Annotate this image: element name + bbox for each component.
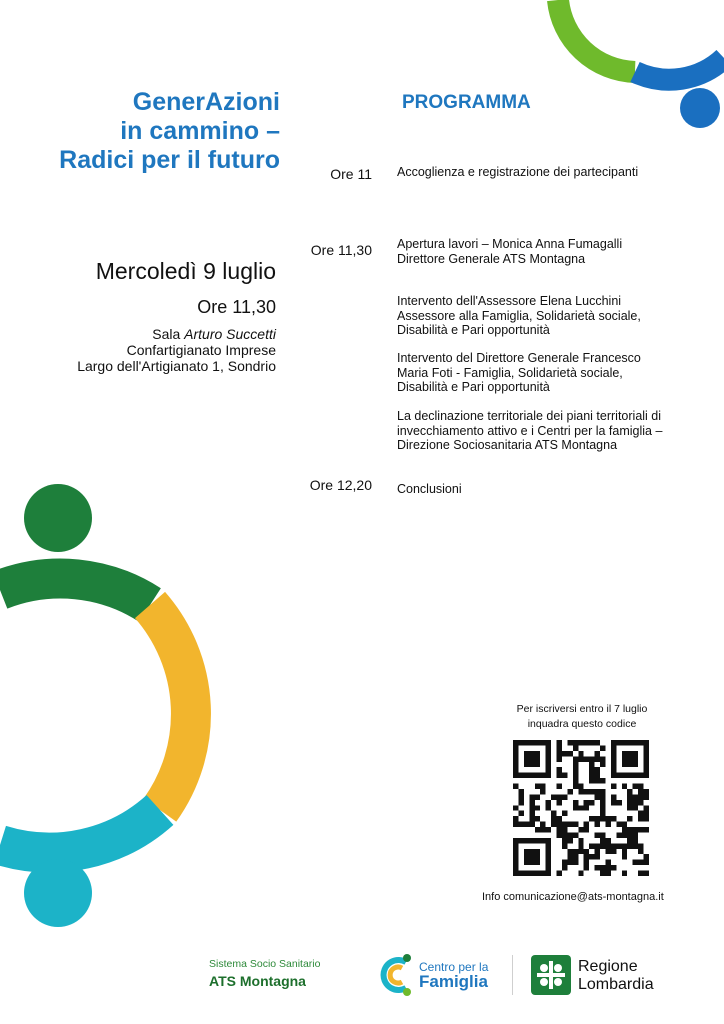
centro-famiglia-logo-icon (378, 952, 416, 998)
event-title (20, 88, 280, 175)
title-line-1: GenerAzioni (132, 88, 280, 116)
program-item-line: invecchiamento attivo e i Centri per la famiglia – (397, 423, 663, 438)
program-item-line: Intervento del Direttore Generale Francesco (397, 351, 641, 365)
program-item-4 (397, 351, 697, 395)
qr-caption-line-2: inquadra questo codice (527, 718, 637, 730)
program-time-1: Ore 11 (330, 166, 372, 182)
regione-line-1: Regione (578, 958, 638, 975)
program-item-line: Disabilità e Pari opportunità (397, 323, 550, 337)
program-item-line: Intervento dell'Assessore Elena Lucchini (397, 294, 622, 308)
title-line-3: Radici per il futuro (59, 146, 280, 174)
registration-qr-code[interactable] (513, 740, 649, 876)
event-time: Ore 11,30 (197, 297, 276, 317)
qr-caption-line-1: Per iscriversi entro il 7 luglio (516, 703, 648, 715)
regione-lombardia-logo-icon (531, 955, 571, 995)
venue-name: Arturo Succetti (184, 326, 276, 342)
qr-finder-pattern (513, 838, 551, 876)
decorative-ring-top-right (520, 0, 724, 140)
centro-famiglia-line-2: Famiglia (419, 972, 488, 991)
regione-line-2: Lombardia (578, 976, 654, 993)
program-item-line: Direzione Sociosanitaria ATS Montagna (397, 438, 618, 452)
program-item-line: Direttore Generale ATS Montagna (397, 251, 586, 266)
decorative-ring-left (0, 480, 240, 930)
program-item-line: Assessore alla Famiglia, Solidarietà sociale, (397, 308, 641, 323)
venue-address: Largo dell'Artigianato 1, Sondrio (77, 358, 276, 374)
centro-famiglia-line-1: Centro per la (419, 960, 489, 974)
program-time-2: Ore 11,30 (310, 242, 372, 258)
info-email[interactable]: Info comunicazione@ats-montagna.it (482, 891, 664, 903)
program-item-line: Apertura lavori – Monica Anna Fumagalli (397, 237, 623, 251)
venue-prefix: Sala (152, 326, 185, 342)
program-item-2 (397, 237, 697, 266)
program-item-line: Maria Foti - Famiglia, Solidarietà sociale, (397, 365, 623, 380)
program-item-line: Conclusioni (397, 482, 462, 496)
event-date: Mercoledì 9 luglio (95, 258, 276, 284)
program-item-line: Accoglienza e registrazione dei partecipanti (397, 165, 639, 179)
venue-organization: Confartigianato Imprese (126, 342, 276, 358)
regione-lombardia-wordmark (578, 958, 654, 994)
event-venue (77, 326, 276, 374)
program-item-6 (397, 482, 697, 497)
qr-caption (470, 702, 694, 732)
program-item-line: Disabilità e Pari opportunità (397, 380, 550, 394)
program-item-5 (397, 409, 697, 453)
program-heading: PROGRAMMA (402, 92, 531, 113)
footer-divider (512, 955, 513, 995)
title-line-2: in cammino – (120, 117, 280, 145)
program-item-1 (397, 165, 697, 180)
program-time-3: Ore 12,20 (309, 477, 372, 493)
ats-logo-line-1: Sistema Socio Sanitario (209, 958, 321, 970)
qr-finder-pattern (513, 740, 551, 778)
qr-finder-pattern (611, 740, 649, 778)
program-item-3 (397, 294, 697, 338)
ats-logo-line-2: ATS Montagna (209, 973, 306, 989)
program-item-line: La declinazione territoriale dei piani territoriali di (397, 409, 662, 423)
